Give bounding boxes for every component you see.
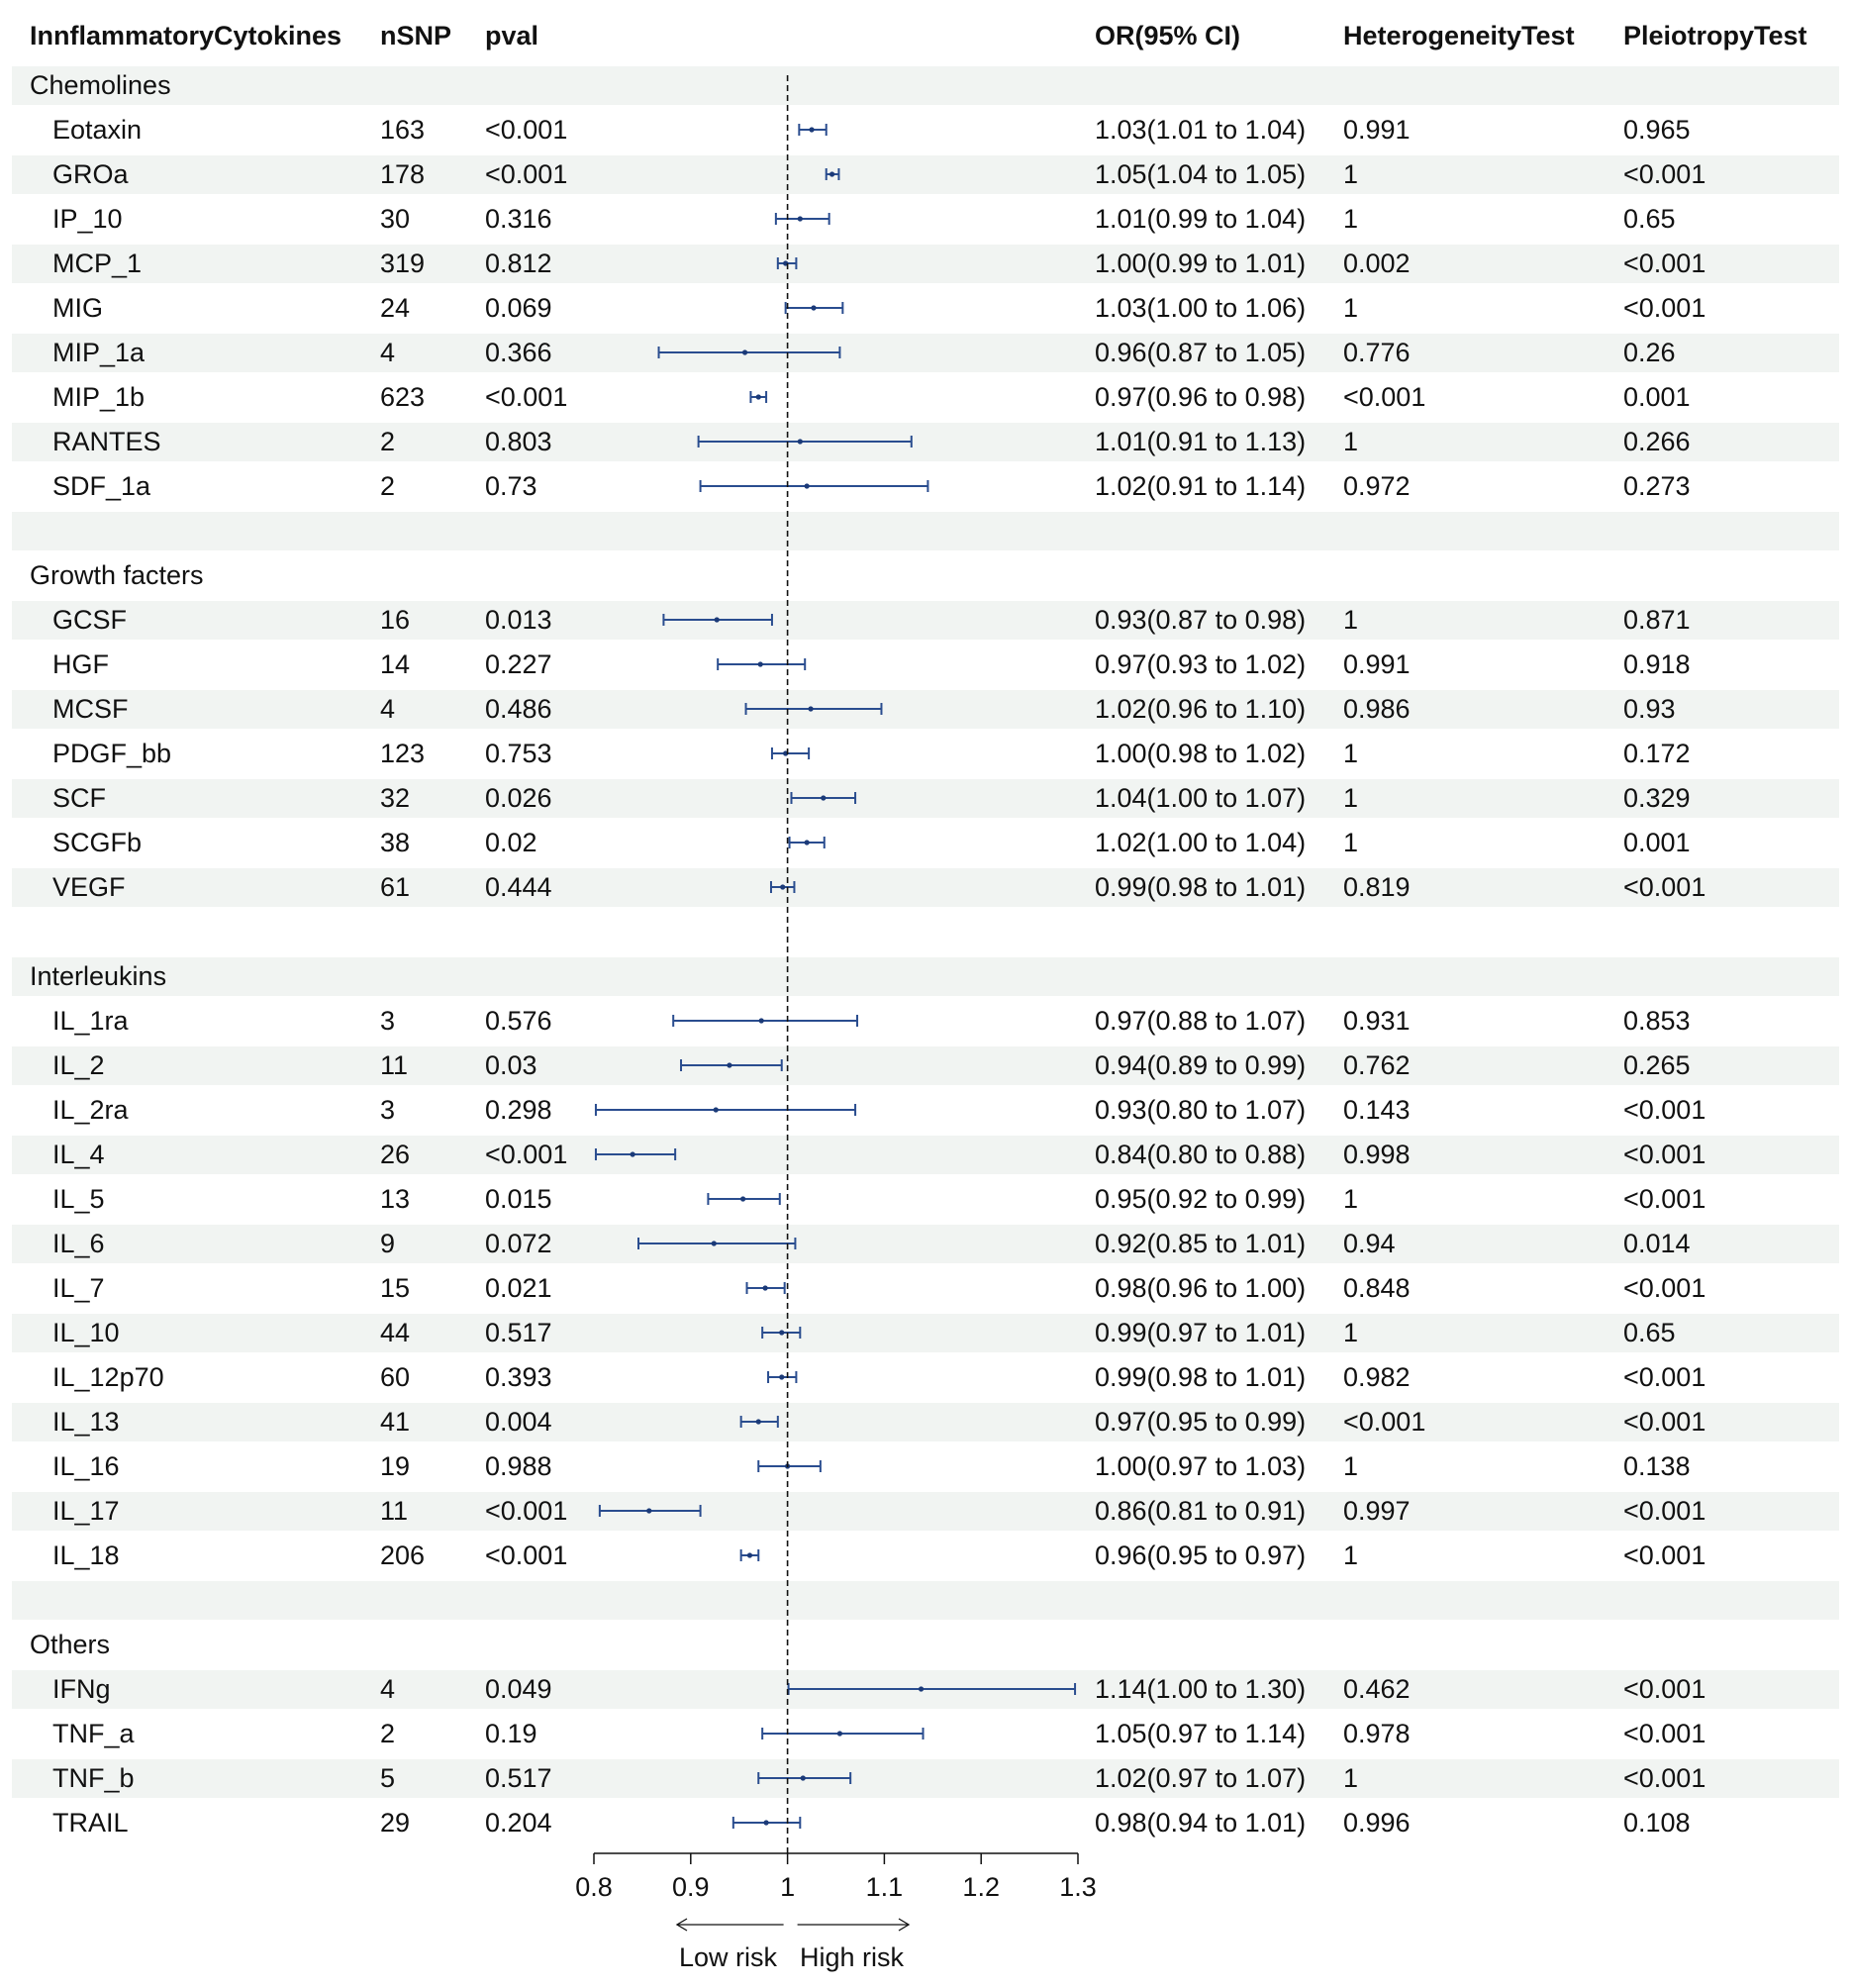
- heterogeneity-value: <0.001: [1343, 382, 1426, 412]
- pleiotropy-value: <0.001: [1623, 1541, 1706, 1570]
- pleiotropy-value: 0.001: [1623, 828, 1691, 857]
- heterogeneity-value: 0.819: [1343, 872, 1411, 902]
- or-ci-value: 1.00(0.98 to 1.02): [1095, 739, 1307, 768]
- nsnp-value: 16: [380, 605, 411, 635]
- or-ci-value: 1.03(1.00 to 1.06): [1095, 293, 1307, 323]
- cytokine-label: IL_2ra: [52, 1095, 129, 1125]
- or-point: [805, 840, 810, 845]
- header-nsnp: nSNP: [380, 21, 452, 50]
- or-ci-value: 0.93(0.80 to 1.07): [1095, 1095, 1307, 1125]
- pleiotropy-value: 0.273: [1623, 471, 1691, 501]
- or-point: [763, 1285, 768, 1290]
- or-point: [742, 349, 747, 354]
- header-pval: pval: [485, 21, 539, 50]
- or-ci-value: 0.97(0.96 to 0.98): [1095, 382, 1307, 412]
- cytokine-label: IL_16: [52, 1451, 120, 1481]
- cytokine-label: IP_10: [52, 204, 123, 234]
- group-label: Chemolines: [30, 70, 171, 100]
- or-point: [756, 1419, 761, 1424]
- or-point: [808, 706, 813, 711]
- cytokine-label: MIP_1b: [52, 382, 146, 412]
- cytokine-label: HGF: [52, 649, 109, 679]
- or-ci-value: 0.97(0.95 to 0.99): [1095, 1407, 1307, 1437]
- x-tick-label: 0.8: [575, 1872, 613, 1902]
- heterogeneity-value: 1: [1343, 427, 1359, 456]
- cytokine-label: IL_7: [52, 1273, 105, 1303]
- pleiotropy-value: <0.001: [1623, 293, 1706, 323]
- or-point: [758, 661, 763, 666]
- heterogeneity-value: 0.991: [1343, 115, 1411, 145]
- cytokine-label: TNF_a: [52, 1719, 135, 1748]
- or-ci-value: 0.93(0.87 to 0.98): [1095, 605, 1307, 635]
- or-ci-value: 0.97(0.88 to 1.07): [1095, 1006, 1307, 1036]
- or-ci-value: 0.86(0.81 to 0.91): [1095, 1496, 1307, 1526]
- or-point: [747, 1552, 752, 1557]
- pleiotropy-value: <0.001: [1623, 1184, 1706, 1214]
- heterogeneity-value: 0.986: [1343, 694, 1411, 724]
- or-point: [763, 1820, 768, 1825]
- cytokine-label: RANTES: [52, 427, 161, 456]
- nsnp-value: 24: [380, 293, 411, 323]
- cytokine-label: IL_13: [52, 1407, 120, 1437]
- or-ci-value: 0.98(0.96 to 1.00): [1095, 1273, 1307, 1303]
- nsnp-value: 15: [380, 1273, 411, 1303]
- group-label: Growth facters: [30, 560, 204, 590]
- or-ci-value: 0.95(0.92 to 0.99): [1095, 1184, 1307, 1214]
- pval-value: 0.049: [485, 1674, 552, 1704]
- pleiotropy-value: <0.001: [1623, 1362, 1706, 1392]
- heterogeneity-value: 1: [1343, 1763, 1359, 1793]
- heterogeneity-value: 0.978: [1343, 1719, 1411, 1748]
- or-ci-value: 0.96(0.87 to 1.05): [1095, 338, 1307, 367]
- cytokine-label: GCSF: [52, 605, 128, 635]
- nsnp-value: 41: [380, 1407, 411, 1437]
- pval-value: 0.576: [485, 1006, 552, 1036]
- x-tick-label: 1: [780, 1872, 796, 1902]
- pval-value: 0.03: [485, 1050, 537, 1080]
- heterogeneity-value: 1: [1343, 159, 1359, 189]
- pval-value: 0.227: [485, 649, 552, 679]
- group-label: Others: [30, 1630, 111, 1659]
- nsnp-value: 4: [380, 338, 396, 367]
- cytokine-label: SCGFb: [52, 828, 143, 857]
- or-ci-value: 1.02(0.91 to 1.14): [1095, 471, 1307, 501]
- nsnp-value: 123: [380, 739, 426, 768]
- cytokine-label: TRAIL: [52, 1808, 129, 1838]
- or-point: [631, 1151, 635, 1156]
- nsnp-value: 623: [380, 382, 426, 412]
- pval-value: 0.393: [485, 1362, 552, 1392]
- pleiotropy-value: <0.001: [1623, 872, 1706, 902]
- pval-value: 0.02: [485, 828, 537, 857]
- pval-value: 0.013: [485, 605, 552, 635]
- cytokine-label: SCF: [52, 783, 106, 813]
- nsnp-value: 14: [380, 649, 411, 679]
- pval-value: 0.015: [485, 1184, 552, 1214]
- nsnp-value: 60: [380, 1362, 411, 1392]
- nsnp-value: 5: [380, 1763, 396, 1793]
- pleiotropy-value: <0.001: [1623, 1674, 1706, 1704]
- cytokine-label: MIG: [52, 293, 103, 323]
- pval-value: 0.204: [485, 1808, 552, 1838]
- header-or: OR(95% CI): [1095, 21, 1241, 50]
- pval-value: <0.001: [485, 382, 568, 412]
- nsnp-value: 178: [380, 159, 426, 189]
- pval-value: 0.298: [485, 1095, 552, 1125]
- or-ci-value: 1.02(0.97 to 1.07): [1095, 1763, 1307, 1793]
- nsnp-value: 2: [380, 1719, 396, 1748]
- heterogeneity-value: 0.931: [1343, 1006, 1411, 1036]
- pval-value: 0.486: [485, 694, 552, 724]
- high-risk-label: High risk: [800, 1942, 905, 1972]
- cytokine-label: VEGF: [52, 872, 126, 902]
- pval-value: <0.001: [485, 1541, 568, 1570]
- nsnp-value: 61: [380, 872, 411, 902]
- or-ci-value: 0.84(0.80 to 0.88): [1095, 1140, 1307, 1169]
- nsnp-value: 4: [380, 694, 396, 724]
- nsnp-value: 30: [380, 204, 411, 234]
- or-point: [779, 1330, 784, 1335]
- cytokine-label: IL_12p70: [52, 1362, 164, 1392]
- pleiotropy-value: 0.001: [1623, 382, 1691, 412]
- heterogeneity-value: 0.991: [1343, 649, 1411, 679]
- cytokine-label: IL_4: [52, 1140, 105, 1169]
- header-cytokine: InnflammatoryCytokines: [30, 21, 342, 50]
- x-tick-label: 1.2: [962, 1872, 1000, 1902]
- pleiotropy-value: 0.853: [1623, 1006, 1691, 1036]
- heterogeneity-value: 0.996: [1343, 1808, 1411, 1838]
- or-point: [821, 795, 826, 800]
- x-tick-label: 1.1: [865, 1872, 904, 1902]
- pleiotropy-value: 0.965: [1623, 115, 1691, 145]
- pleiotropy-value: <0.001: [1623, 1095, 1706, 1125]
- pval-value: 0.803: [485, 427, 552, 456]
- pleiotropy-value: <0.001: [1623, 1496, 1706, 1526]
- cytokine-label: MCP_1: [52, 248, 143, 278]
- or-point: [919, 1686, 924, 1691]
- x-tick-label: 1.3: [1059, 1872, 1097, 1902]
- heterogeneity-value: 1: [1343, 293, 1359, 323]
- pleiotropy-value: <0.001: [1623, 1719, 1706, 1748]
- nsnp-value: 26: [380, 1140, 411, 1169]
- pval-value: 0.988: [485, 1451, 552, 1481]
- heterogeneity-value: 0.143: [1343, 1095, 1411, 1125]
- heterogeneity-value: 0.972: [1343, 471, 1411, 501]
- pleiotropy-value: <0.001: [1623, 1763, 1706, 1793]
- pleiotropy-value: 0.65: [1623, 1318, 1676, 1347]
- or-ci-value: 1.01(0.99 to 1.04): [1095, 204, 1307, 234]
- cytokine-label: Eotaxin: [52, 115, 143, 145]
- pval-value: <0.001: [485, 115, 568, 145]
- pleiotropy-value: 0.329: [1623, 783, 1691, 813]
- nsnp-value: 32: [380, 783, 411, 813]
- pleiotropy-value: <0.001: [1623, 159, 1706, 189]
- or-point: [779, 1374, 784, 1379]
- nsnp-value: 11: [380, 1496, 409, 1526]
- cytokine-label: SDF_1a: [52, 471, 151, 501]
- pleiotropy-value: 0.172: [1623, 739, 1691, 768]
- cytokine-label: TNF_b: [52, 1763, 135, 1793]
- heterogeneity-value: 1: [1343, 1318, 1359, 1347]
- nsnp-value: 29: [380, 1808, 411, 1838]
- heterogeneity-value: 0.982: [1343, 1362, 1411, 1392]
- nsnp-value: 163: [380, 115, 426, 145]
- nsnp-value: 4: [380, 1674, 396, 1704]
- cytokine-label: IL_18: [52, 1541, 120, 1570]
- pval-value: 0.004: [485, 1407, 552, 1437]
- pleiotropy-value: 0.265: [1623, 1050, 1691, 1080]
- pleiotropy-value: 0.014: [1623, 1229, 1691, 1258]
- pleiotropy-value: 0.108: [1623, 1808, 1691, 1838]
- heterogeneity-value: 0.776: [1343, 338, 1411, 367]
- pleiotropy-value: <0.001: [1623, 1407, 1706, 1437]
- pleiotropy-value: 0.93: [1623, 694, 1676, 724]
- low-risk-label: Low risk: [679, 1942, 778, 1972]
- cytokine-label: IL_1ra: [52, 1006, 129, 1036]
- or-point: [740, 1196, 745, 1201]
- or-ci-value: 1.02(1.00 to 1.04): [1095, 828, 1307, 857]
- pval-value: 0.444: [485, 872, 552, 902]
- or-point: [798, 439, 803, 444]
- heterogeneity-value: <0.001: [1343, 1407, 1426, 1437]
- cytokine-label: IFNg: [52, 1674, 111, 1704]
- heterogeneity-value: 1: [1343, 1184, 1359, 1214]
- pval-value: 0.517: [485, 1763, 552, 1793]
- or-point: [715, 617, 720, 622]
- heterogeneity-value: 0.997: [1343, 1496, 1411, 1526]
- or-point: [798, 216, 803, 221]
- cytokine-label: IL_17: [52, 1496, 120, 1526]
- pleiotropy-value: <0.001: [1623, 1140, 1706, 1169]
- heterogeneity-value: 1: [1343, 1451, 1359, 1481]
- pval-value: <0.001: [485, 159, 568, 189]
- pleiotropy-value: 0.138: [1623, 1451, 1691, 1481]
- nsnp-value: 38: [380, 828, 411, 857]
- nsnp-value: 13: [380, 1184, 411, 1214]
- heterogeneity-value: 1: [1343, 605, 1359, 635]
- pval-value: 0.753: [485, 739, 552, 768]
- nsnp-value: 11: [380, 1050, 409, 1080]
- or-point: [811, 305, 816, 310]
- nsnp-value: 19: [380, 1451, 411, 1481]
- heterogeneity-value: 1: [1343, 783, 1359, 813]
- or-point: [805, 483, 810, 488]
- pleiotropy-value: 0.918: [1623, 649, 1691, 679]
- or-point: [801, 1775, 806, 1780]
- cytokine-label: MIP_1a: [52, 338, 146, 367]
- or-point: [837, 1731, 842, 1736]
- pleiotropy-value: 0.26: [1623, 338, 1676, 367]
- group-label: Interleukins: [30, 961, 167, 991]
- or-ci-value: 0.94(0.89 to 0.99): [1095, 1050, 1307, 1080]
- heterogeneity-value: 0.762: [1343, 1050, 1411, 1080]
- nsnp-value: 3: [380, 1095, 396, 1125]
- pleiotropy-value: <0.001: [1623, 248, 1706, 278]
- or-ci-value: 0.92(0.85 to 1.01): [1095, 1229, 1307, 1258]
- nsnp-value: 206: [380, 1541, 426, 1570]
- pleiotropy-value: 0.266: [1623, 427, 1691, 456]
- pval-value: 0.069: [485, 293, 552, 323]
- nsnp-value: 2: [380, 427, 396, 456]
- or-point: [759, 1018, 764, 1023]
- heterogeneity-value: 1: [1343, 828, 1359, 857]
- or-ci-value: 0.97(0.93 to 1.02): [1095, 649, 1307, 679]
- cytokine-label: IL_6: [52, 1229, 105, 1258]
- heterogeneity-value: 0.002: [1343, 248, 1411, 278]
- or-ci-value: 0.99(0.98 to 1.01): [1095, 1362, 1307, 1392]
- pval-value: 0.021: [485, 1273, 552, 1303]
- pval-value: 0.19: [485, 1719, 537, 1748]
- or-ci-value: 0.99(0.98 to 1.01): [1095, 872, 1307, 902]
- heterogeneity-value: 0.94: [1343, 1229, 1396, 1258]
- pval-value: <0.001: [485, 1496, 568, 1526]
- header-heterogeneity: HeterogeneityTest: [1343, 21, 1575, 50]
- or-ci-value: 1.03(1.01 to 1.04): [1095, 115, 1307, 145]
- heterogeneity-value: 1: [1343, 1541, 1359, 1570]
- or-ci-value: 1.00(0.97 to 1.03): [1095, 1451, 1307, 1481]
- or-point: [714, 1107, 719, 1112]
- pval-value: 0.026: [485, 783, 552, 813]
- or-point: [829, 171, 834, 176]
- pval-value: 0.316: [485, 204, 552, 234]
- or-ci-value: 1.00(0.99 to 1.01): [1095, 248, 1307, 278]
- heterogeneity-value: 1: [1343, 739, 1359, 768]
- pval-value: 0.517: [485, 1318, 552, 1347]
- pleiotropy-value: <0.001: [1623, 1273, 1706, 1303]
- x-tick-label: 0.9: [672, 1872, 710, 1902]
- or-ci-value: 0.98(0.94 to 1.01): [1095, 1808, 1307, 1838]
- or-point: [727, 1062, 731, 1067]
- pleiotropy-value: 0.871: [1623, 605, 1691, 635]
- cytokine-label: IL_10: [52, 1318, 120, 1347]
- or-ci-value: 1.02(0.96 to 1.10): [1095, 694, 1307, 724]
- nsnp-value: 2: [380, 471, 396, 501]
- or-ci-value: 1.05(1.04 to 1.05): [1095, 159, 1307, 189]
- cytokine-label: MCSF: [52, 694, 129, 724]
- pval-value: <0.001: [485, 1140, 568, 1169]
- pval-value: 0.072: [485, 1229, 552, 1258]
- or-ci-value: 0.99(0.97 to 1.01): [1095, 1318, 1307, 1347]
- heterogeneity-value: 0.462: [1343, 1674, 1411, 1704]
- nsnp-value: 44: [380, 1318, 411, 1347]
- or-ci-value: 1.04(1.00 to 1.07): [1095, 783, 1307, 813]
- nsnp-value: 3: [380, 1006, 396, 1036]
- pval-value: 0.812: [485, 248, 552, 278]
- heterogeneity-value: 0.998: [1343, 1140, 1411, 1169]
- nsnp-value: 319: [380, 248, 426, 278]
- or-point: [780, 884, 785, 889]
- heterogeneity-value: 0.848: [1343, 1273, 1411, 1303]
- or-point: [712, 1241, 717, 1245]
- pval-value: 0.366: [485, 338, 552, 367]
- cytokine-label: IL_5: [52, 1184, 105, 1214]
- nsnp-value: 9: [380, 1229, 396, 1258]
- or-ci-value: 0.96(0.95 to 0.97): [1095, 1541, 1307, 1570]
- or-ci-value: 1.01(0.91 to 1.13): [1095, 427, 1307, 456]
- cytokine-label: IL_2: [52, 1050, 105, 1080]
- or-point: [809, 127, 814, 132]
- or-point: [756, 394, 761, 399]
- header-pleiotropy: PleiotropyTest: [1623, 21, 1807, 50]
- or-point: [646, 1508, 651, 1513]
- pleiotropy-value: 0.65: [1623, 204, 1676, 234]
- pval-value: 0.73: [485, 471, 537, 501]
- cytokine-label: PDGF_bb: [52, 739, 172, 768]
- heterogeneity-value: 1: [1343, 204, 1359, 234]
- cytokine-label: GROa: [52, 159, 129, 189]
- or-ci-value: 1.14(1.00 to 1.30): [1095, 1674, 1307, 1704]
- or-ci-value: 1.05(0.97 to 1.14): [1095, 1719, 1307, 1748]
